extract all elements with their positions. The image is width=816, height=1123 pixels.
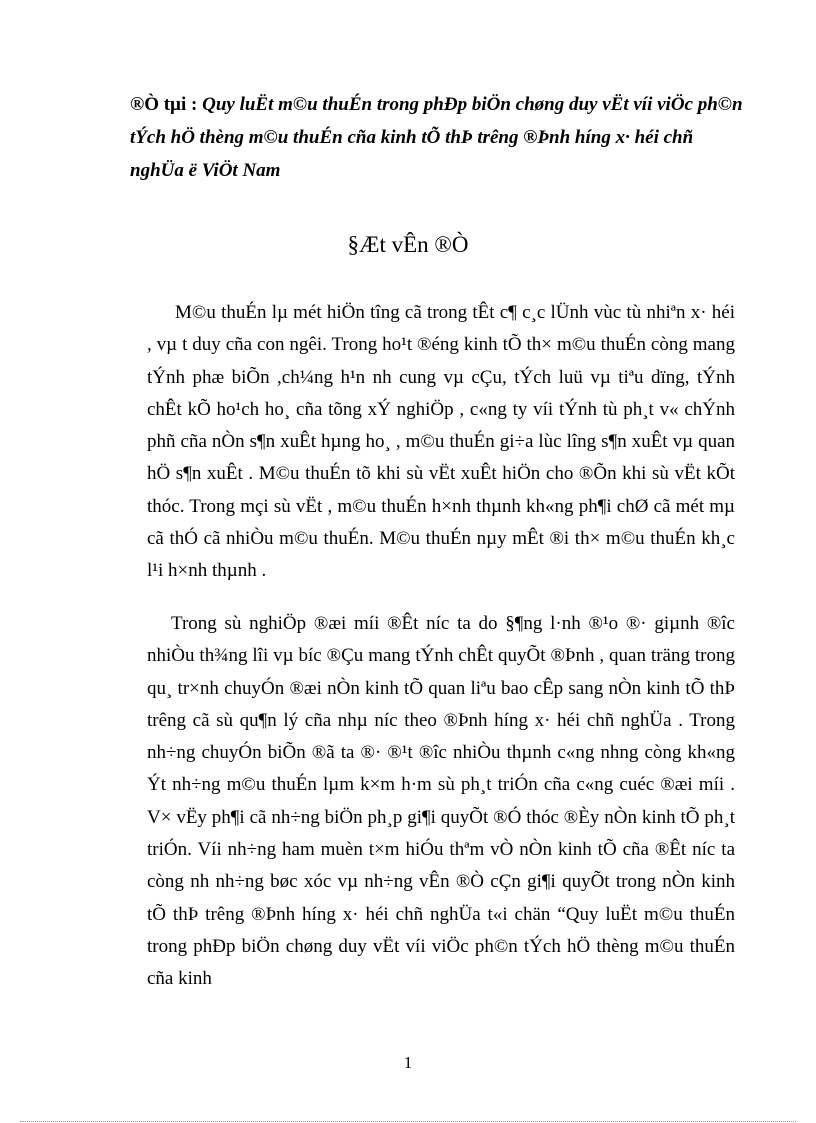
document-topic xyxy=(130,88,750,187)
page-number: 1 xyxy=(403,1053,413,1072)
topic-text: Quy luËt m©u thuÉn trong phÐp biÖn chøng duy vËt víi viÖc ph©n tÝch hÖ thèng m©u thuÉn cña kinh tÕ thÞ trêng ®Þnh híng x· héi chñ nghÜa ë ViÖt Nam xyxy=(130,94,743,181)
paragraph: M©u thuÉn lµ mét hiÖn tîng cã trong tÊt c¶ c¸c lÜnh vùc tù nhiªn x· héi , vµ t duy cña con ngêi. Trong ho¹t ®éng kinh tÕ th× m©u thuÉn còng mang tÝnh phæ biÕn ,ch¼ng h¹n nh cung vµ cÇu, tÝch luü vµ tiªu dïng, tÝnh chÊt kÕ ho¹ch ho¸ cña tõng xÝ nghiÖp , c«ng ty víi tÝnh tù ph¸t v« chÝnh phñ cña nÒn s¶n xuÊt hµng ho¸ , m©u thuÉn gi÷a lùc lîng s¶n xuÊt vµ quan hÖ s¶n xuÊt . M©u thuÉn tõ khi sù vËt xuÊt hiÖn cho ®Õn khi sù vËt kÕt thóc. Trong mçi sù vËt , m©u thuÉn h×nh thµnh kh«ng ph¶i chØ cã mét mµ cã thÓ cã nhiÒu m©u thuÉn. M©u thuÉn nµy mÊt ®i th× m©u thuÉn kh¸c l¹i h×nh thµnh . xyxy=(147,302,735,582)
topic-label: ®Ò tµi : xyxy=(130,94,203,115)
paragraph: Trong sù nghiÖp ®æi míi ®Êt níc ta do §¶ng l·nh ®¹o ®· giµnh ®îc nhiÒu th¾ng lîi vµ bíc ®Çu mang tÝnh chÊt quyÕt ®Þnh , quan träng trong qu¸ tr×nh chuyÓn ®æi nÒn kinh tÕ quan liªu bao cÊp sang nÒn kinh tÕ thÞ trêng cã sù qu¶n lý cña nhµ níc theo ®Þnh híng x· héi chñ nghÜa . Trong nh÷ng chuyÓn biÕn ®ã ta ®· ®¹t ®îc nhiÒu thµnh c«ng nhng còng kh«ng Ýt nh÷ng m©u thuÉn lµm k×m h·m sù ph¸t triÓn cña c«ng cuéc ®æi míi . V× vËy ph¶i cã nh÷ng biÖn ph¸p gi¶i quyÕt ®Ó thóc ®Èy nÒn kinh tÕ ph¸t triÓn. Víi nh÷ng ham muèn t×m hiÓu thªm vÒ nÒn kinh tÕ cña ®Êt níc ta còng nh nh÷ng bøc xóc vµ nh÷ng vÊn ®Ò cÇn gi¶i quyÕt trong nÒn kinh tÕ thÞ trêng ®Þnh híng x· héi chñ nghÜa t«i chän “Quy luËt m©u thuÉn trong phÐp biÖn chøng duy vËt víi viÖc ph©n tÝch hÖ thèng m©u thuÉn cña kinh xyxy=(147,613,735,990)
footer-divider xyxy=(20,1121,796,1122)
section-heading: §Æt vÊn ®Ò xyxy=(347,232,469,257)
